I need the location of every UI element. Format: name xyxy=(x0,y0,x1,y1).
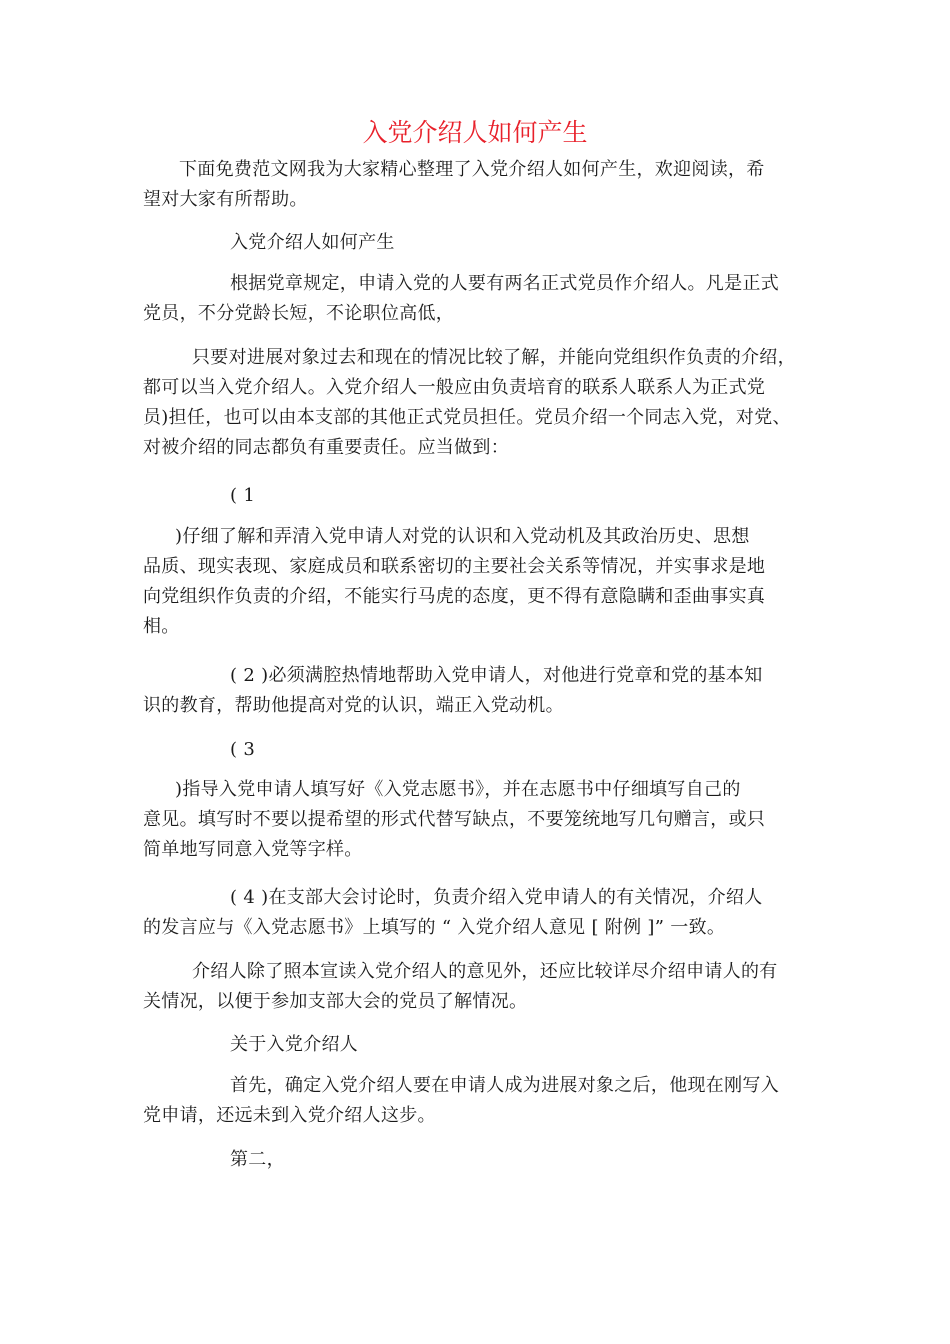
list-item-1 xyxy=(143,522,823,642)
text-line: ( 2 )必须满腔热情地帮助入党申请人，对他进行党章和党的基本知 xyxy=(230,665,763,686)
section-heading-about xyxy=(143,1030,823,1060)
section-heading xyxy=(143,228,823,258)
text-line: 关情况，以便于参加支部大会的党员了解情况。 xyxy=(143,991,528,1012)
text-line: 员)担任，也可以由本支部的其他正式党员担任。党员介绍一个同志入党，对党、 xyxy=(143,407,791,428)
text-line: 意见。填写时不要以提希望的形式代替写缺点，不要笼统地写几句赠言，或只 xyxy=(143,809,766,830)
list-item-4 xyxy=(143,883,823,943)
text-line: 都可以当入党介绍人。入党介绍人一般应由负责培育的联系人联系人为正式党 xyxy=(143,377,766,398)
text-line: 党员，不分党龄长短，不论职位高低， xyxy=(143,303,455,324)
text-line: 简单地写同意入党等字样。 xyxy=(143,839,363,860)
text-line: ( 4 )在支部大会讨论时，负责介绍入党申请人的有关情况，介绍人 xyxy=(230,887,763,908)
text-line: 品质、现实表现、家庭成员和联系密切的主要社会关系等情况，并实事求是地 xyxy=(143,556,766,577)
text-line: 入党介绍人如何产生 xyxy=(230,232,395,253)
text-line: 望对大家有所帮助。 xyxy=(143,189,308,210)
list-marker-3 xyxy=(143,735,823,765)
text-line: ( 1 xyxy=(230,485,256,506)
text-line: )指导入党申请人填写好《入党志愿书》，并在志愿书中仔细填写自己的 xyxy=(175,779,741,800)
text-line: 相。 xyxy=(143,616,180,637)
text-line: 首先，确定入党介绍人要在申请人成为进展对象之后，他现在刚写入 xyxy=(230,1075,779,1096)
text-line: 识的教育，帮助他提高对党的认识，端正入党动机。 xyxy=(143,695,564,716)
paragraph-eligibility xyxy=(143,343,823,463)
text-line: 介绍人除了照本宣读入党介绍人的意见外，还应比较详尽介绍申请人的有 xyxy=(192,961,778,982)
text-line: 关于入党介绍人 xyxy=(230,1034,359,1055)
text-line: )仔细了解和弄清入党申请人对党的认识和入党动机及其政治历史、思想 xyxy=(175,526,750,547)
list-item-3 xyxy=(143,775,823,865)
paragraph-rule xyxy=(143,269,823,329)
text-line: 对被介绍的同志都负有重要责任。应当做到： xyxy=(143,437,509,458)
text-line: 第二， xyxy=(230,1149,285,1170)
page-title: 入党介绍人如何产生 xyxy=(362,118,588,147)
text-line: 根据党章规定，申请入党的人要有两名正式党员作介绍人。凡是正式 xyxy=(230,273,779,294)
list-item-2 xyxy=(143,661,823,721)
text-line: 下面免费范文网我为大家精心整理了入党介绍人如何产生，欢迎阅读，希 xyxy=(179,159,765,180)
list-marker-1 xyxy=(143,481,823,511)
text-line: ( 3 xyxy=(230,739,256,760)
text-line: 党申请，还远未到入党介绍人这步。 xyxy=(143,1105,436,1126)
paragraph-introducer-details xyxy=(143,957,823,1017)
text-line: 的发言应与《入党志愿书》上填写的 “ 入党介绍人意见 [ 附例 ]” 一致。 xyxy=(143,917,726,938)
paragraph-second xyxy=(143,1145,823,1175)
paragraph-intro xyxy=(143,155,823,215)
text-line: 只要对进展对象过去和现在的情况比较了解，并能向党组织作负责的介绍， xyxy=(192,347,796,368)
text-line: 向党组织作负责的介绍，不能实行马虎的态度，更不得有意隐瞒和歪曲事实真 xyxy=(143,586,766,607)
paragraph-first xyxy=(143,1071,823,1131)
